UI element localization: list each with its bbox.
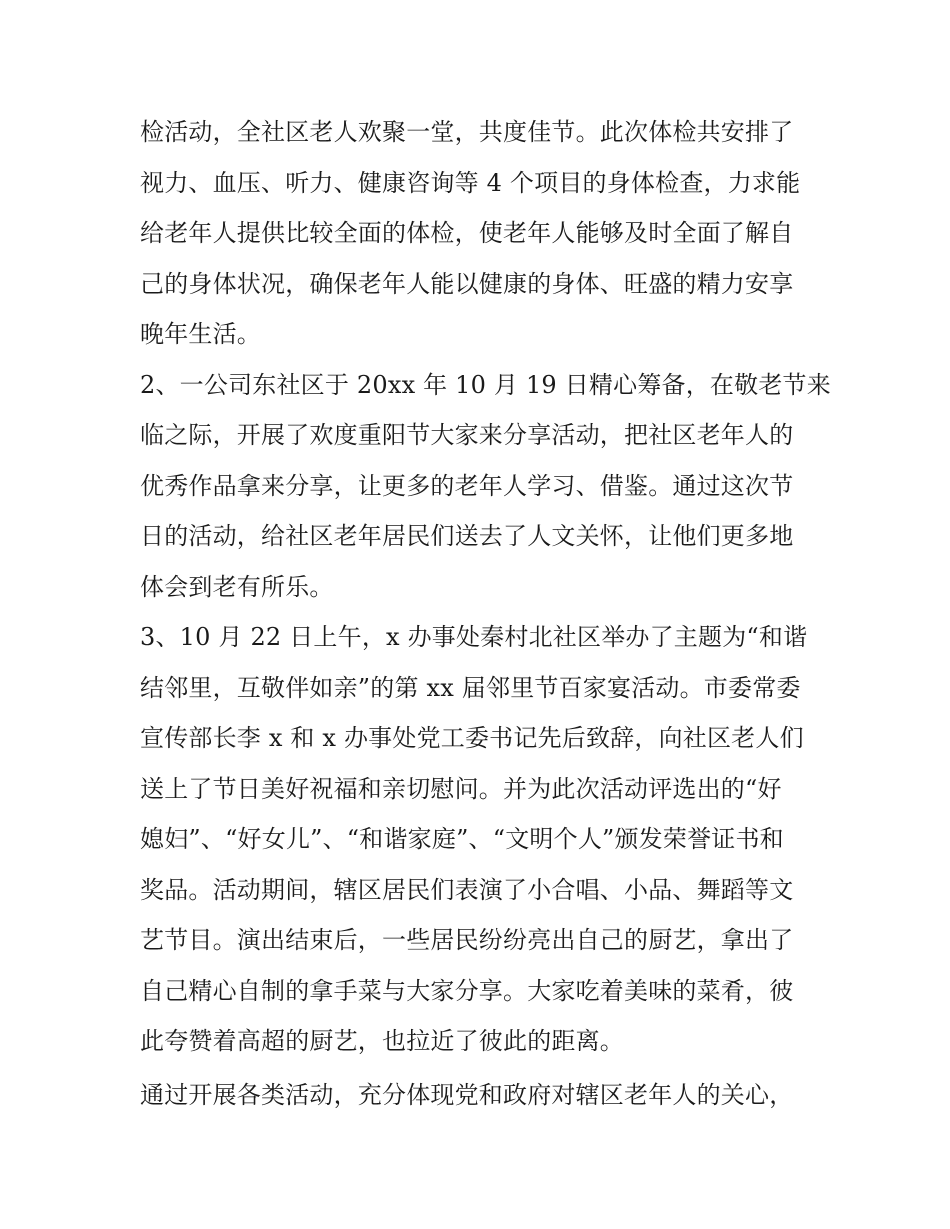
text-line: 日的活动，给社区老年居民们送去了人文关怀，让他们更多地 (140, 522, 794, 550)
text-line: 优秀作品拿来分享，让更多的老年人学习、借鉴。通过这次节 (140, 471, 794, 500)
text-line: 给老年人提供比较全面的体检，使老年人能够及时全面了解自 (140, 219, 794, 247)
text-line: 2、一公司东社区于 20xx 年 10 月 19 日精心筹备，在敬老节来 (140, 370, 831, 399)
text-line: 艺节目。演出结束后，一些居民纷纷亮出自己的厨艺，拿出了 (140, 926, 794, 954)
text-line: 此夸赞着高超的厨艺，也拉近了彼此的距离。 (140, 1027, 624, 1055)
text-line: 送上了节日美好祝福和亲切慰问。并为此次活动评选出的“好 (140, 774, 782, 803)
text-line: 宣传部长李 x 和 x 办事处党工委书记先后致辞，向社区老人们 (140, 724, 804, 752)
text-line: 己的身体状况，确保老年人能以健康的身体、旺盛的精力安享 (140, 269, 794, 298)
text-line: 通过开展各类活动，充分体现党和政府对辖区老年人的关心， (140, 1080, 794, 1109)
text-line: 奖品。活动期间，辖区居民们表演了小合唱、小品、舞蹈等文 (140, 875, 794, 904)
text-line: 自己精心自制的拿手菜与大家分享。大家吃着美味的菜肴，彼 (140, 976, 794, 1005)
text-line: 体会到老有所乐。 (140, 572, 334, 601)
text-line: 媳妇”、“好女儿”、“和谐家庭”、“文明个人”颁发荣誉证书和 (140, 825, 784, 853)
text-line: 晚年生活。 (140, 320, 261, 348)
text-line: 检活动，全社区老人欢聚一堂，共度佳节。此次体检共安排了 (140, 118, 794, 146)
text-line: 视力、血压、听力、健康咨询等 4 个项目的身体检查，力求能 (140, 168, 801, 197)
text-line: 临之际，开展了欢度重阳节大家来分享活动，把社区老年人的 (140, 421, 794, 449)
text-line: 结邻里，互敬伴如亲”的第 xx 届邻里节百家宴活动。市委常委 (140, 673, 801, 702)
text-line: 3、10 月 22 日上午，x 办事处秦村北社区举办了主题为“和谐 (140, 623, 808, 651)
document-body (140, 107, 831, 1120)
